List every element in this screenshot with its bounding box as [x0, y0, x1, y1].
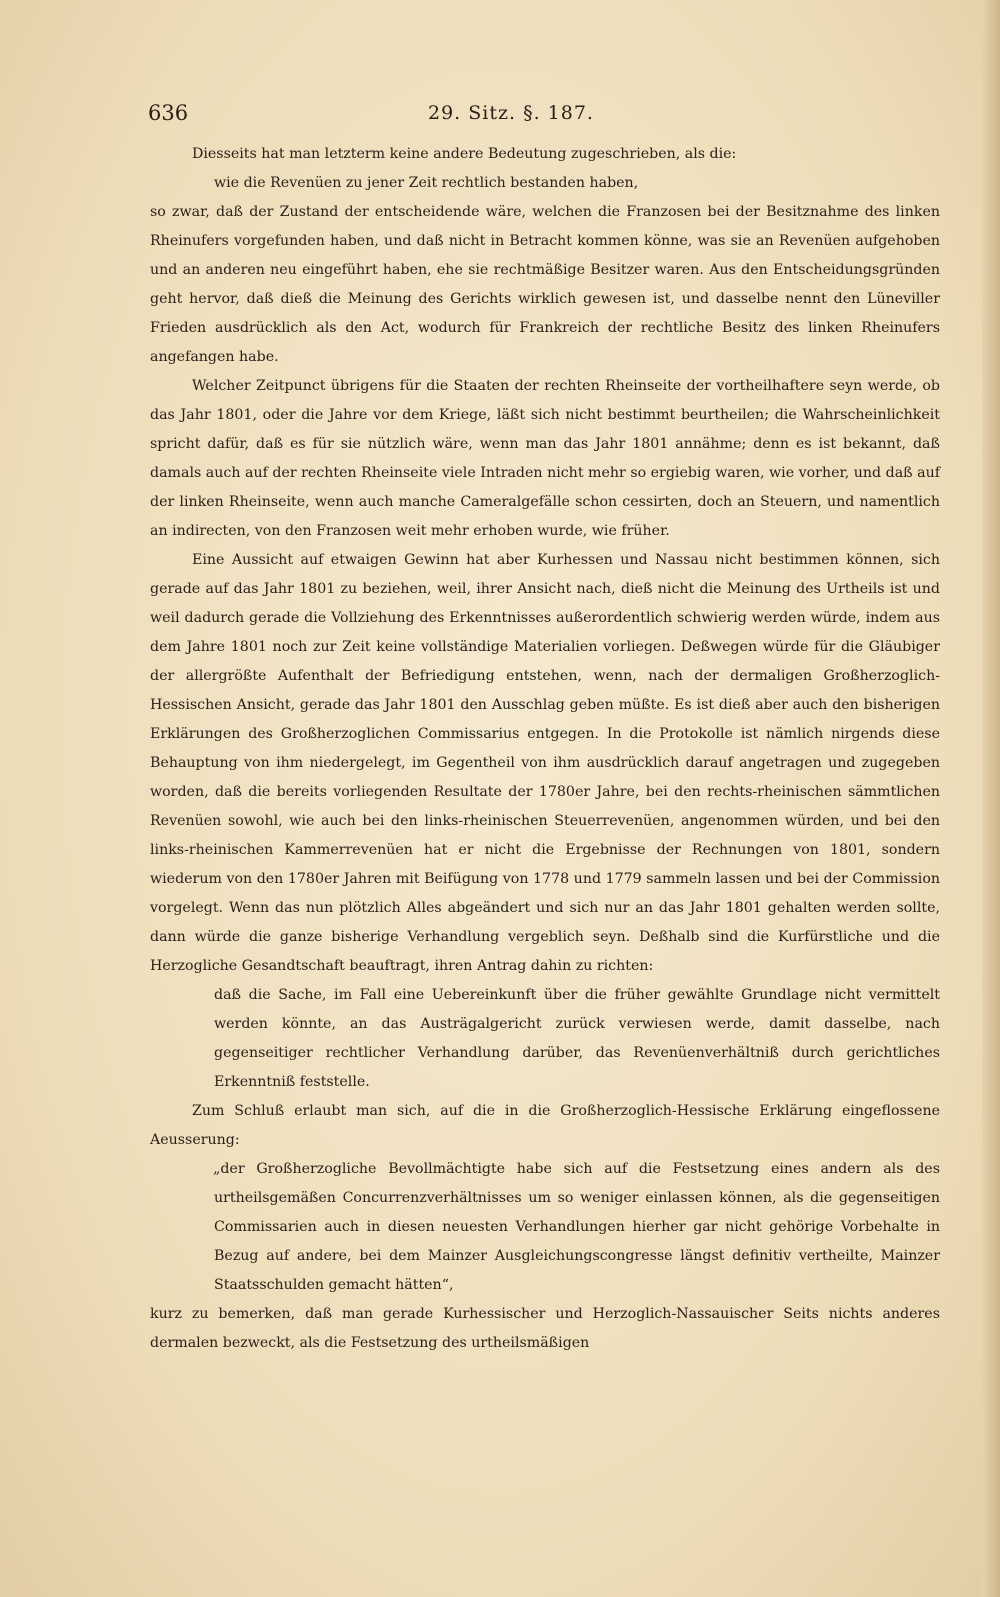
paragraph: Diesseits hat man letzterm keine andere Bedeutung zugeschrieben, als die: [192, 146, 737, 162]
page-header [148, 96, 938, 130]
paragraph: kurz zu bemerken, daß man gerade Kurhessischer und Herzoglich-Nassauischer Seits nichts anderes dermalen bezweckt, als die Festsetzung des urtheilsmäßigen [150, 1306, 940, 1351]
running-head: 29. Sitz. §. 187. [428, 102, 594, 124]
page-number: 636 [148, 101, 189, 125]
paragraph: Welcher Zeitpunct übrigens für die Staaten der rechten Rheinseite der vortheilhaftere seyn werde, ob das Jahr 1801, oder die Jahre vor dem Kriege, läßt sich nicht bestimmt beurtheilen; die Wahrscheinlichkeit spricht dafür, daß es für sie nützlich wäre, wenn man das Jahr 1801 annähme; denn es ist bekannt, daß damals auch auf der rechten Rheinseite viele Intraden nicht mehr so ergiebig waren, wie vorher, und daß auf der linken Rheinseite, wenn auch manche Cameralgefälle schon cessirten, doch an Steuern, und namentlich an indirecten, von den Franzosen weit mehr erhoben wurde, wie früher. [150, 378, 940, 539]
body-text [150, 140, 940, 1358]
quoted-clause: wie die Revenüen zu jener Zeit rechtlich bestanden haben, [214, 175, 639, 191]
paragraph: so zwar, daß der Zustand der entscheidende wäre, welchen die Franzosen bei der Besitznahme des linken Rheinufers vorgefunden haben, und daß nicht in Betracht kommen könne, was sie an Revenüen aufgehoben und an anderen neu eingeführt haben, ehe sie rechtmäßige Besitzer waren. Aus den Entscheidungsgründen geht hervor, daß dieß die Meinung des Gerichts wirklich gewesen ist, und dasselbe nennt den Lüneviller Frieden ausdrücklich als den Act, wodurch für Frankreich der rechtliche Besitz des linken Rheinufers angefangen habe. [150, 204, 940, 365]
quotation: „der Großherzogliche Bevollmächtigte habe sich auf die Festsetzung eines andern als des urtheilsgemäßen Concurrenzverhältnisses um so weniger einlassen können, als die gegenseitigen Commissarien auch in diesen neuesten Verhandlungen hierher gar nicht gehörige Vorbehalte in Bezug auf andere, bei dem Mainzer Ausgleichungscongresse längst definitiv vertheilte, Mainzer Staatsschulden gemacht hätten“, [213, 1161, 940, 1293]
motion-text: daß die Sache, im Fall eine Uebereinkunft über die früher gewählte Grundlage nicht vermittelt werden könnte, an das Austrägalgericht zurück verwiesen werde, damit dasselbe, nach gegenseitiger rechtlicher Verhandlung darüber, das Revenüenverhältniß durch gerichtliches Erkenntniß feststelle. [214, 987, 940, 1090]
paragraph: Eine Aussicht auf etwaigen Gewinn hat aber Kurhessen und Nassau nicht bestimmen können, sich gerade auf das Jahr 1801 zu beziehen, weil, ihrer Ansicht nach, dieß nicht die Meinung des Urtheils ist und weil dadurch gerade die Vollziehung des Erkenntnisses außerordentlich schwierig werden würde, indem aus dem Jahre 1801 noch zur Zeit keine vollständige Materialien vorliegen. Deßwegen würde für die Gläubiger der allergrößte Aufenthalt der Befriedigung entstehen, wenn, nach der dermaligen Großherzoglich-Hessischen Ansicht, gerade das Jahr 1801 den Ausschlag geben müßte. Es ist dieß aber auch den bisherigen Erklärungen des Großherzoglichen Commissarius entgegen. In die Protokolle ist nämlich nirgends diese Behauptung von ihm niedergelegt, im Gegentheil von ihm ausdrücklich darauf angetragen und zugegeben worden, daß die bereits vorliegenden Resultate der 1780er Jahre, bei den rechts-rheinischen sämmtlichen Revenüen sowohl, wie auch bei den links-rheinischen Steuerrevenüen, angenommen würden, und bei den links-rheinischen Kammerrevenüen hat er nicht die Ergebnisse der Rechnungen von 1801, sondern wiederum von den 1780er Jahren mit Beifügung von 1778 und 1779 sammeln lassen und bei der Commission vorgelegt. Wenn das nun plötzlich Alles abgeändert und sich nur an das Jahr 1801 gehalten werden sollte, dann würde die ganze bisherige Verhandlung vergeblich seyn. Deßhalb sind die Kurfürstliche und die Herzogliche Gesandtschaft beauftragt, ihren Antrag dahin zu richten: [150, 552, 940, 974]
paragraph: Zum Schluß erlaubt man sich, auf die in die Großherzoglich-Hessische Erklärung eingeflossene Aeusserung: [150, 1103, 940, 1148]
page-edge-shadow [982, 0, 1000, 1597]
